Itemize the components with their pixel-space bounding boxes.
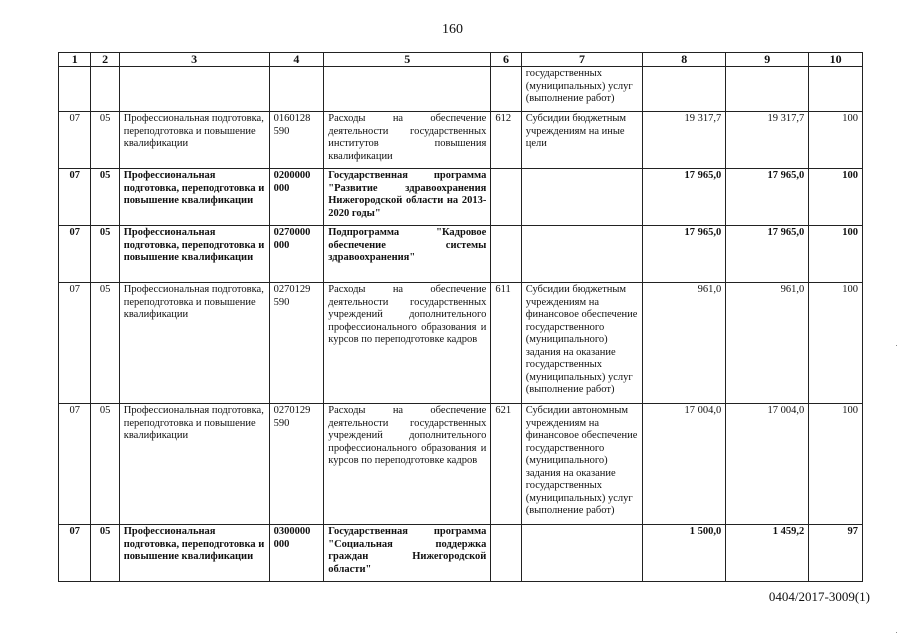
table-row — [59, 67, 863, 112]
target-article-code: 0200000 000 — [269, 169, 324, 226]
expense-type-code — [491, 169, 521, 226]
section-name: Профессиональная подготовка, переподготовка и повышение квалификации — [119, 112, 269, 169]
executed-amount: 1 459,2 — [726, 525, 809, 582]
planned-amount: 1 500,0 — [643, 525, 726, 582]
table-row — [59, 169, 863, 226]
budget-table — [58, 52, 863, 582]
subsection-code: 05 — [91, 112, 119, 169]
expense-type-name: Субсидии автономным учреждениям на финансовое обеспечение государственного (муниципального) задания на оказание государственных (муниципальных) услуг (выполнение работ) — [521, 404, 643, 525]
column-header: 6 — [491, 53, 521, 67]
expense-type-code: 612 — [491, 112, 521, 169]
scan-speck — [896, 632, 897, 633]
column-header: 2 — [91, 53, 119, 67]
section-code — [59, 67, 91, 112]
executed-amount: 19 317,7 — [726, 112, 809, 169]
column-header: 3 — [119, 53, 269, 67]
section-code: 07 — [59, 283, 91, 404]
table-row — [59, 283, 863, 404]
section-name — [119, 67, 269, 112]
executed-amount: 17 965,0 — [726, 226, 809, 283]
document-code: 0404/2017-3009(1) — [768, 589, 870, 604]
column-header: 10 — [809, 53, 863, 67]
execution-percent: 100 — [809, 169, 863, 226]
target-article-name: Подпрограмма "Кадровое обеспечение системы здравоохранения" — [324, 226, 491, 283]
expense-type-name: Субсидии бюджетным учреждениям на финансовое обеспечение государственного (муниципального) задания на оказание государственных (муниципальных) услуг (выполнение работ) — [521, 283, 643, 404]
subsection-code: 05 — [91, 169, 119, 226]
target-article-code: 0300000 000 — [269, 525, 324, 582]
executed-amount: 17 965,0 — [726, 169, 809, 226]
execution-percent: 100 — [809, 404, 863, 525]
expense-type-code — [491, 226, 521, 283]
expense-type-name — [521, 169, 643, 226]
column-header: 8 — [643, 53, 726, 67]
executed-amount: 961,0 — [726, 283, 809, 404]
target-article-code — [269, 67, 324, 112]
column-header: 1 — [59, 53, 91, 67]
planned-amount — [643, 67, 726, 112]
section-name: Профессиональная подготовка, переподготовка и повышение квалификации — [119, 226, 269, 283]
section-name: Профессиональная подготовка, переподготовка и повышение квалификации — [119, 283, 269, 404]
expense-type-code: 611 — [491, 283, 521, 404]
expense-type-code — [491, 525, 521, 582]
target-article-code: 0270129 590 — [269, 283, 324, 404]
subsection-code — [91, 67, 119, 112]
execution-percent: 100 — [809, 283, 863, 404]
section-name: Профессиональная подготовка, переподготовка и повышение квалификации — [119, 525, 269, 582]
execution-percent: 100 — [809, 226, 863, 283]
table-row — [59, 112, 863, 169]
column-header: 5 — [324, 53, 491, 67]
planned-amount: 17 965,0 — [643, 169, 726, 226]
execution-percent — [809, 67, 863, 112]
executed-amount — [726, 67, 809, 112]
target-article-code: 0270129 590 — [269, 404, 324, 525]
expense-type-name — [521, 226, 643, 283]
planned-amount: 961,0 — [643, 283, 726, 404]
target-article-name: Расходы на обеспечение деятельности государственных учреждений дополнительного профессионального образования и курсов по переподготовке кадров — [324, 283, 491, 404]
planned-amount: 19 317,7 — [643, 112, 726, 169]
expense-type-code: 621 — [491, 404, 521, 525]
planned-amount: 17 004,0 — [643, 404, 726, 525]
planned-amount: 17 965,0 — [643, 226, 726, 283]
expense-type-name — [521, 525, 643, 582]
target-article-name: Расходы на обеспечение деятельности государственных институтов повышения квалификации — [324, 112, 491, 169]
expense-type-name: Субсидии бюджетным учреждениям на иные цели — [521, 112, 643, 169]
target-article-name: Государственная программа "Социальная поддержка граждан Нижегородской области" — [324, 525, 491, 582]
target-article-code: 0160128 590 — [269, 112, 324, 169]
section-code: 07 — [59, 169, 91, 226]
subsection-code: 05 — [91, 226, 119, 283]
column-header: 4 — [269, 53, 324, 67]
executed-amount: 17 004,0 — [726, 404, 809, 525]
target-article-name: Государственная программа "Развитие здравоохранения Нижегородской области на 2013-2020 годы" — [324, 169, 491, 226]
expense-type-code — [491, 67, 521, 112]
table-row — [59, 226, 863, 283]
section-name: Профессиональная подготовка, переподготовка и повышение квалификации — [119, 169, 269, 226]
section-code: 07 — [59, 112, 91, 169]
section-name: Профессиональная подготовка, переподготовка и повышение квалификации — [119, 404, 269, 525]
table-row — [59, 404, 863, 525]
subsection-code: 05 — [91, 525, 119, 582]
scan-speck — [896, 345, 897, 346]
execution-percent: 97 — [809, 525, 863, 582]
page-number: 160 — [442, 22, 463, 37]
expense-type-name: государственных (муниципальных) услуг (выполнение работ) — [521, 67, 643, 112]
target-article-code: 0270000 000 — [269, 226, 324, 283]
section-code: 07 — [59, 525, 91, 582]
section-code: 07 — [59, 404, 91, 525]
execution-percent: 100 — [809, 112, 863, 169]
target-article-name: Расходы на обеспечение деятельности государственных учреждений дополнительного профессионального образования и курсов по переподготовке кадров — [324, 404, 491, 525]
section-code: 07 — [59, 226, 91, 283]
table-header-row — [59, 53, 863, 67]
column-header: 7 — [521, 53, 643, 67]
subsection-code: 05 — [91, 283, 119, 404]
subsection-code: 05 — [91, 404, 119, 525]
column-header: 9 — [726, 53, 809, 67]
table-row — [59, 525, 863, 582]
target-article-name — [324, 67, 491, 112]
